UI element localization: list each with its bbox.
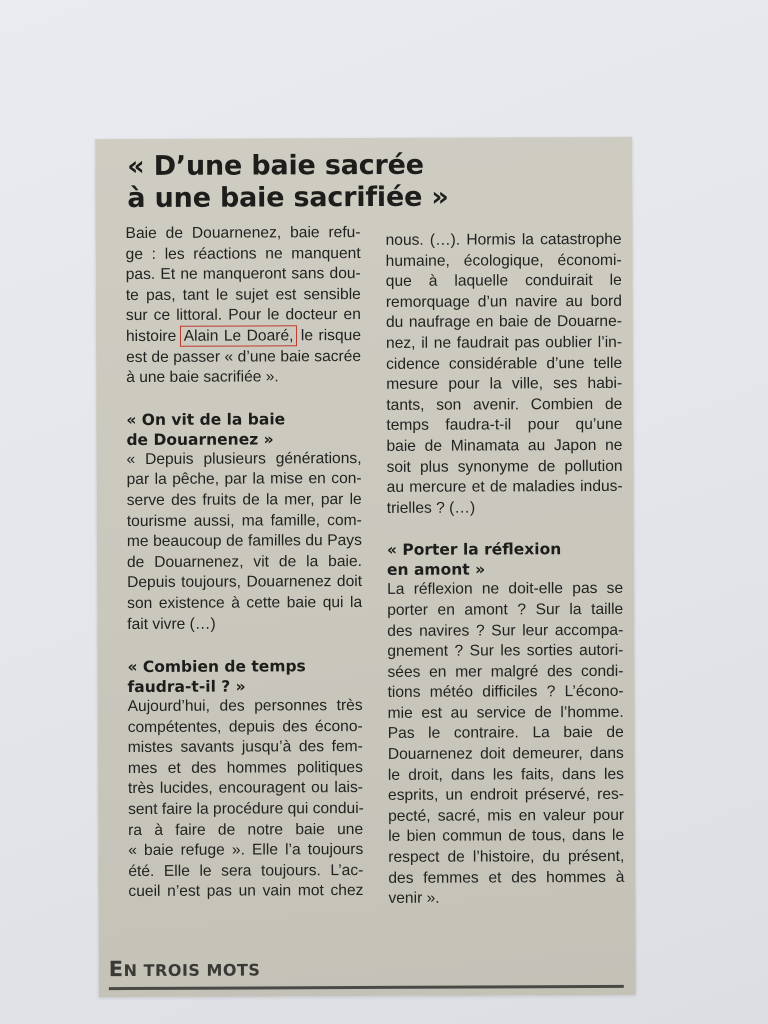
text-line: du naufrage en baie de Douarne- <box>385 313 622 332</box>
text-line: mes et des hommes politiques <box>127 758 363 777</box>
subheading-2 <box>127 656 362 697</box>
footer-rule <box>109 985 624 990</box>
text-line: « Depuis plusieurs générations, <box>126 449 362 468</box>
text-line: le droit, dans les faits, dans les <box>387 765 624 784</box>
text-line: me beaucoup de familles du Pays <box>126 532 362 551</box>
text-line: tourisme aussi, ma famille, com- <box>126 511 362 530</box>
intro-paragraph <box>126 223 362 389</box>
text-line: nous. (…). Hormis la catastrophe <box>385 230 622 249</box>
text-line: sur ce littoral. Pour le docteur en <box>125 306 361 325</box>
text-line: gnement ? Sur les sorties autori- <box>387 641 624 660</box>
text-line: Douarnenez doit demeurer, dans <box>387 744 624 763</box>
headline <box>127 150 449 215</box>
subheading-line: de Douarnenez » <box>126 430 274 449</box>
text-line: mistes savants jusqu’à des fem- <box>127 738 363 757</box>
paragraph-continued <box>386 230 623 519</box>
text-line: porter en amont ? Sur la taille <box>387 600 624 619</box>
column-left <box>126 223 364 903</box>
text-line: Depuis toujours, Douarnenez doit <box>127 573 363 592</box>
paragraph-3 <box>128 696 364 903</box>
subheading-line: « Combien de temps <box>127 657 306 677</box>
text-line: esprits, un endroit préservé, res- <box>387 786 625 805</box>
text-line: sées en mer malgré des condi- <box>387 662 624 681</box>
text-line: cueil n’est pas un vain mot chez <box>128 882 364 901</box>
text-line: La réflexion ne doit-elle pas se <box>387 580 624 599</box>
text-line: Pas le contraire. La baie de <box>387 724 624 743</box>
text-line: te pas, tant le sujet est sensible <box>125 285 361 304</box>
newspaper-clipping <box>95 137 636 997</box>
text-line: son existence à cette baie qui la <box>127 593 363 612</box>
text-line: à une baie sacrifiée ». <box>126 368 279 387</box>
text-line: Baie de Douarnenez, baie refu- <box>125 224 361 243</box>
subheading-line: « Porter la réflexion <box>386 540 562 560</box>
text-line: venir ». <box>388 889 440 908</box>
highlighted-author-name: Alain Le Doaré, <box>183 327 294 345</box>
text-line: serve des fruits de la mer, par le <box>126 490 362 509</box>
text-line: sent faire la procédure qui condui- <box>128 800 364 819</box>
text-fragment: histoire <box>125 327 177 346</box>
text-line: soit plus synonyme de pollution <box>386 457 623 476</box>
text-line: de Douarnenez, vit de la baie. <box>126 552 363 571</box>
text-line: respect de l’histoire, du présent, <box>388 847 625 866</box>
text-line <box>126 326 361 348</box>
paragraph-4 <box>387 579 624 910</box>
subheading-line: en amont » <box>386 560 486 580</box>
headline-line: à une baie sacrifiée » <box>127 181 449 215</box>
text-line: temps faudra-t-il pour qu’une <box>386 416 623 435</box>
text-line: humaine, écologique, économi- <box>385 251 622 270</box>
subheading-line: « On vit de la baie <box>126 410 286 429</box>
subheading-3 <box>387 539 623 580</box>
text-line: Aujourd’hui, des personnes très <box>127 697 363 716</box>
text-line: mesure pour la ville, ses habi- <box>386 375 623 394</box>
text-line: ge : les réactions ne manquent <box>125 244 361 263</box>
paragraph-2 <box>126 449 362 635</box>
subheading-line: faudra-t-il ? » <box>127 677 246 697</box>
text-line: cidence considérable d’une telle <box>386 354 623 373</box>
subheading-1 <box>126 409 361 450</box>
text-line: le bien commun de tous, dans le <box>388 827 625 846</box>
text-line: « baie refuge ». Elle l’a toujours <box>128 841 364 860</box>
section-footer-label <box>109 956 261 981</box>
text-line: des navires ? Sur leur accompa- <box>387 621 624 640</box>
text-line: des femmes et des hommes à <box>388 868 625 887</box>
text-line: est de passer « d’une baie sacrée <box>126 347 362 366</box>
text-line: très lucides, encouragent ou lais- <box>127 779 364 798</box>
text-line: été. Elle le sera toujours. L’ac- <box>128 861 364 880</box>
text-line: que à laquelle conduirait le <box>385 272 622 291</box>
text-line: remorquage d’un navire au bord <box>385 292 622 311</box>
text-line: nez, il ne faudrait pas oublier l’in- <box>385 333 623 352</box>
text-line: trielles ? (…) <box>386 499 476 517</box>
text-line: par la pêche, par la mise en con- <box>126 470 362 489</box>
footer-rest: N TROIS MOTS <box>123 960 261 981</box>
text-line: tants, son avenir. Combien de <box>386 395 623 414</box>
text-line: pas. Et ne manqueront sans dou- <box>125 265 361 284</box>
headline-line: « D’une baie sacrée <box>127 149 424 183</box>
text-fragment: le risque <box>295 326 362 345</box>
text-line: mie est au service de l’homme. <box>387 703 624 722</box>
text-line: pecté, sacré, mis en valeur pour <box>388 806 625 825</box>
text-line: au mercure et de maladies indus- <box>386 478 623 497</box>
footer-initial: E <box>108 957 124 982</box>
column-right <box>386 230 625 910</box>
text-line: compétentes, depuis des écono- <box>127 717 363 736</box>
text-line: fait vivre (…) <box>127 615 216 633</box>
text-line: baie de Minamata au Japon ne <box>386 436 623 455</box>
text-line: ra à faire de notre baie une <box>128 820 364 839</box>
text-line: tions météo difficiles ? L’écono- <box>387 683 624 702</box>
